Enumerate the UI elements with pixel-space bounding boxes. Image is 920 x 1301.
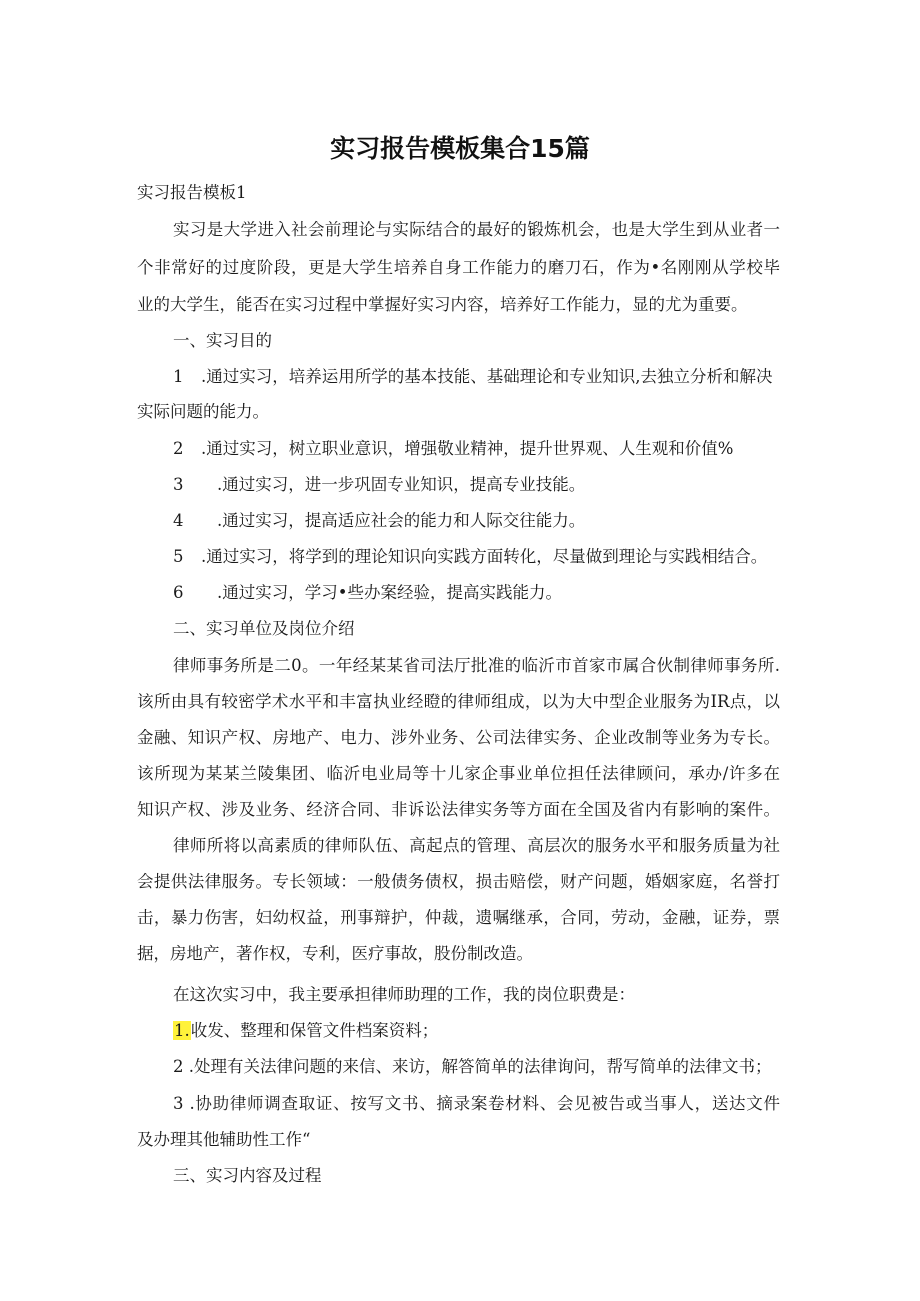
highlighted-number: 1.	[174, 1021, 190, 1040]
goal-item	[173, 474, 780, 496]
goal-number: 4	[173, 511, 184, 530]
goal-text: .通过实习，培养运用所学的基本技能、基础理论和专业知识,去独立分析和解决	[201, 367, 773, 386]
goal-text: .通过实习，提高适应社会的能力和人际交往能力。	[217, 511, 586, 530]
firm-line: 金融、知识产权、房地产、电力、涉外业务、公司法律实务、企业改制等业务为专长。	[137, 728, 780, 747]
duty-item	[173, 1020, 780, 1042]
subtitle: 实习报告模板1	[137, 183, 247, 202]
firm-line: 该所现为某某兰陵集团、临沂电业局等十儿家企事业单位担任法律顾问，承办/许多在	[137, 764, 780, 783]
document-title: 实习报告模板集合15篇	[330, 134, 590, 163]
duty-item: 2 .处理有关法律问题的来信、来访，解答简单的法律询问，帮写简单的法律文书；	[173, 1057, 772, 1076]
section-heading: 二、实习单位及岗位介绍	[173, 619, 355, 638]
goal-number: 1	[173, 367, 184, 386]
duty-continuation: 及办理其他辅助性工作“	[137, 1130, 311, 1149]
service-line: 会提供法律服务。专长领域：一般债务债权，损击赔偿，财产问题，婚姻家庭，名誉打	[137, 872, 780, 891]
firm-line: 律师事务所是二0。一年经某某省司法厅批准的临沂市首家市属合伙制律师事务所.	[173, 656, 780, 675]
goal-item	[173, 366, 780, 388]
goal-number: 5	[173, 547, 184, 566]
goal-item	[173, 438, 780, 460]
section-heading: 一、实习目的	[173, 331, 272, 350]
duty-item: 3 .协助律师调查取证、按写文书、摘录案卷材料、会见被告或当事人，送达文件	[173, 1094, 780, 1113]
section-heading: 三、实习内容及过程	[173, 1166, 322, 1185]
goal-number: 6	[173, 583, 184, 602]
intro-line: 实习是大学进入社会前理论与实际结合的最好的锻炼机会，也是大学生到从业者一	[173, 220, 780, 239]
firm-line: 该所由具有较密学术水平和丰富执业经瞪的律师组成，以为大中型企业服务为IR点，以	[137, 692, 780, 711]
service-line: 律师所将以高素质的律师队伍、高起点的管理、高层次的服务水平和服务质量为社	[173, 836, 780, 855]
intro-line: 个非常好的过度阶段，更是大学生培养自身工作能力的磨刀石，作为•名刚刚从学校毕	[137, 258, 780, 277]
goal-text: .通过实习，将学到的理论知识向实践方面转化，尽量做到理论与实践相结合。	[201, 547, 768, 566]
service-line: 击，暴力伤害，妇幼权益，刑事辩护，仲裁，遗嘱继承，合同，劳动，金融，证券，票	[137, 908, 780, 927]
goal-item	[173, 510, 780, 532]
goal-item	[173, 582, 780, 604]
goal-text: .通过实习，学习•些办案经验，提高实践能力。	[217, 583, 562, 602]
duty-text: 收发、整理和保管文件档案资料；	[190, 1021, 439, 1040]
goal-text: .通过实习，树立职业意识，增强敬业精神，提升世界观、人生观和价值%	[201, 439, 734, 458]
service-line: 据，房地产，著作权，专利，医疗事故，股份制改造。	[137, 944, 533, 963]
goal-text: .通过实习，进一步巩固专业知识，提高专业技能。	[217, 475, 586, 494]
intro-line: 业的大学生，能否在实习过程中掌握好实习内容，培养好工作能力，显的尤为重要。	[137, 295, 748, 314]
duties-intro: 在这次实习中，我主要承担律师助理的工作，我的岗位职费是：	[173, 985, 635, 1004]
goal-item	[173, 546, 780, 568]
goal-number: 2	[173, 439, 184, 458]
goal-continuation: 实际问题的能力。	[137, 402, 269, 421]
goal-number: 3	[173, 475, 184, 494]
firm-line: 知识产权、涉及业务、经济合同、非诉讼法律实务等方面在全国及省内有影响的案件。	[137, 800, 780, 819]
